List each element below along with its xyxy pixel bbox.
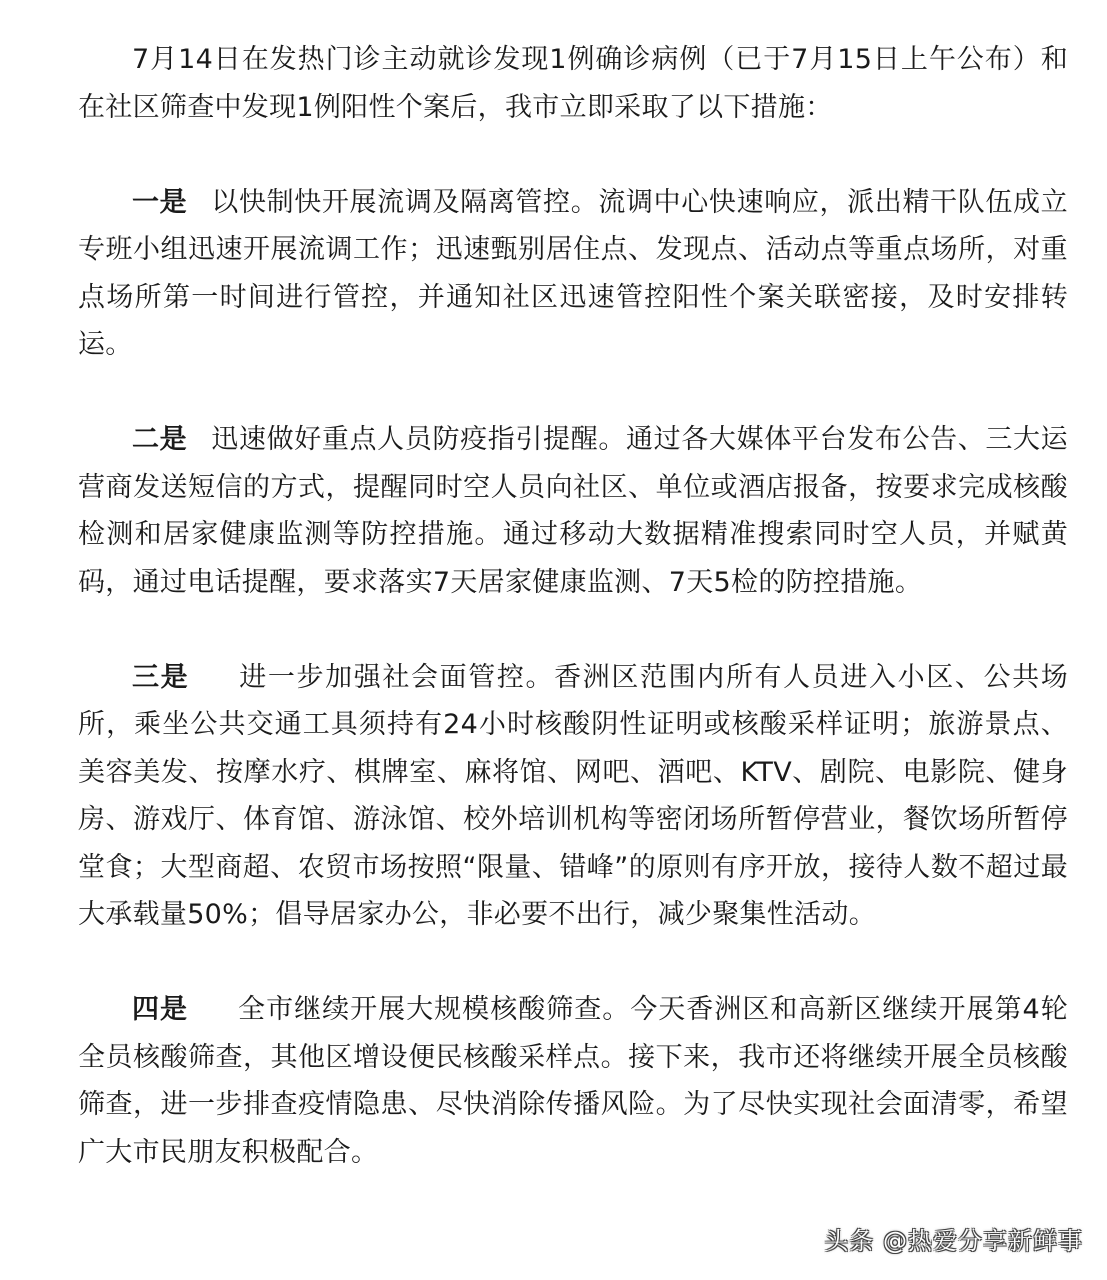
measure-text-2: 迅速做好重点人员防疫指引提醒。通过各大媒体平台发布公告、三大运营商发送短信的方式，提醒同时空人员向社区、单位或酒店报备，按要求完成核酸检测和居家健康监测等防控措施。通过移动大数据精准搜索同时空人员，并赋黄码，通过电话提醒，要求落实7天居家健康监测、7天5检的防控措施。 [78,424,1068,598]
measure-paragraph-2 [78,416,1068,606]
measure-lead-1: 一是 [132,186,188,218]
measure-text-3: 进一步加强社会面管控。香洲区范围内所有人员进入小区、公共场所，乘坐公共交通工具须持有24小时核酸阴性证明或核酸采样证明；旅游景点、美容美发、按摩水疗、棋牌室、麻将馆、网吧、酒吧、KTV、剧院、电影院、健身房、游戏厅、体育馆、游泳馆、校外培训机构等密闭场所暂停营业，餐饮场所暂停堂食；大型商超、农贸市场按照“限量、错峰”的原则有序开放，接待人数不超过最大承载量50%；倡导居家办公，非必要不出行，减少聚集性活动。 [78,661,1068,930]
measure-text-1: 以快制快开展流调及隔离管控。流调中心快速响应，派出精干队伍成立专班小组迅速开展流调工作；迅速甄别居住点、发现点、活动点等重点场所，对重点场所第一时间进行管控，并通知社区迅速管控阳性个案关联密接，及时安排转运。 [78,186,1068,360]
article-body [78,36,1068,1176]
measure-lead-3: 三是 [132,661,190,693]
intro-paragraph [78,36,1068,131]
measure-paragraph-1 [78,179,1068,369]
measure-paragraph-4 [78,986,1068,1176]
source-watermark: 头条 @热爱分享新鲜事 [824,1227,1083,1255]
measure-paragraph-3 [78,654,1068,939]
measure-lead-2: 二是 [132,424,188,455]
measure-text-4: 全市继续开展大规模核酸筛查。今天香洲区和高新区继续开展第4轮全员核酸筛查，其他区增设便民核酸采样点。接下来，我市还将继续开展全员核酸筛查，进一步排查疫情隐患、尽快消除传播风险。为了尽快实现社会面清零，希望广大市民朋友积极配合。 [78,994,1068,1168]
intro-text: 7月14日在发热门诊主动就诊发现1例确诊病例（已于7月15日上午公布）和在社区筛查中发现1例阳性个案后，我市立即采取了以下措施： [78,44,1068,123]
measure-lead-4: 四是 [132,994,189,1025]
